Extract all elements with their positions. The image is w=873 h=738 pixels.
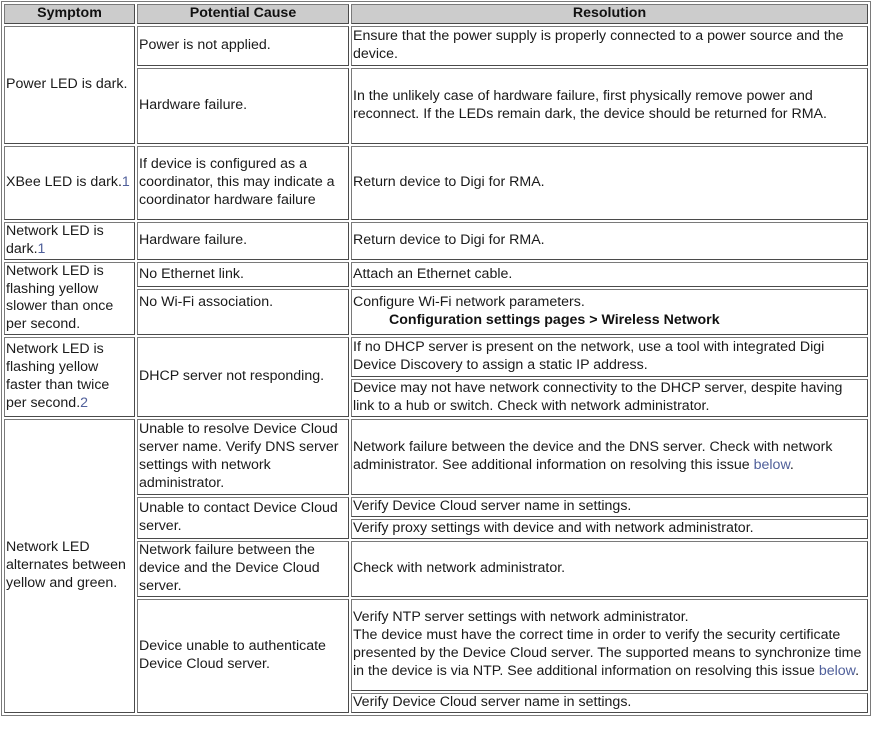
cause-cell: If device is configured as a coordinator, this may indicate a coordinator hardware failure	[137, 146, 349, 220]
header-cause: Potential Cause	[137, 4, 349, 24]
cause-cell: Hardware failure.	[137, 222, 349, 260]
resolution-text: Configure Wi-Fi network parameters.	[353, 294, 585, 311]
footnote-link[interactable]: 2	[80, 394, 89, 411]
period: .	[789, 456, 794, 473]
table-row	[4, 337, 868, 377]
footnote-link[interactable]: 1	[121, 173, 130, 190]
symptom-cell	[4, 337, 135, 417]
resolution-cell: Return device to Digi for RMA.	[351, 222, 868, 260]
resolution-cell	[351, 419, 868, 495]
resolution-cell	[351, 289, 868, 335]
symptom-text: Network LED is flashing yellow faster than twice per second.	[6, 341, 110, 411]
table-row	[4, 419, 868, 495]
resolution-cell: Verify Device Cloud server name in settings.	[351, 497, 868, 517]
table-row	[4, 262, 868, 287]
resolution-cell: If no DHCP server is present on the network, use a tool with integrated Digi Device Discovery to assign a static IP address.	[351, 337, 868, 377]
resolution-cell: In the unlikely case of hardware failure, first physically remove power and reconnect. If the LEDs remain dark, the device should be returned for RMA.	[351, 68, 868, 144]
symptom-cell	[4, 146, 135, 220]
cause-cell: Hardware failure.	[137, 68, 349, 144]
period: .	[855, 662, 860, 679]
symptom-cell: Network LED alternates between yellow and green.	[4, 419, 135, 713]
menu-path: Configuration settings pages > Wireless Network	[389, 312, 720, 329]
header-row	[4, 4, 868, 24]
resolution-cell: Attach an Ethernet cable.	[351, 262, 868, 287]
cause-cell: No Wi-Fi association.	[137, 289, 349, 335]
table-row	[4, 26, 868, 66]
resolution-cell: Verify proxy settings with device and with network administrator.	[351, 519, 868, 539]
cause-cell: No Ethernet link.	[137, 262, 349, 287]
cause-cell: Device unable to authenticate Device Cloud server.	[137, 599, 349, 713]
symptom-text: Network LED is dark.	[6, 223, 104, 257]
cause-cell: Network failure between the device and the Device Cloud server.	[137, 541, 349, 597]
resolution-cell	[351, 599, 868, 691]
resolution-text: Verify NTP server settings with network administrator.	[353, 609, 689, 626]
below-link[interactable]: below	[818, 662, 856, 679]
footnote-link[interactable]: 1	[37, 240, 46, 257]
below-link[interactable]: below	[753, 456, 790, 473]
symptom-text: XBee LED is dark.	[6, 173, 122, 190]
cause-cell: Unable to resolve Device Cloud server name. Verify DNS server settings with network administrator.	[137, 419, 349, 495]
resolution-cell: Check with network administrator.	[351, 541, 868, 597]
resolution-text: Network failure between the device and the DNS server. Check with network administrator. See additional information on resolving this issue	[353, 439, 833, 473]
resolution-cell: Return device to Digi for RMA.	[351, 146, 868, 220]
resolution-cell: Device may not have network connectivity to the DHCP server, despite having link to a hub or switch. Check with network administrator.	[351, 379, 868, 417]
symptom-cell: Network LED is flashing yellow slower than once per second.	[4, 262, 135, 335]
header-symptom: Symptom	[4, 4, 135, 24]
resolution-text: The device must have the correct time in order to verify the security certificate presented by the Device Cloud server. The supported means to synchronize time in the device is via NTP. See additional information on resolving this issue	[353, 627, 862, 679]
table-row	[4, 146, 868, 220]
header-resolution: Resolution	[351, 4, 868, 24]
resolution-cell: Verify Device Cloud server name in settings.	[351, 693, 868, 713]
table-row	[4, 222, 868, 260]
cause-cell: Unable to contact Device Cloud server.	[137, 497, 349, 539]
cause-cell: DHCP server not responding.	[137, 337, 349, 417]
cause-cell: Power is not applied.	[137, 26, 349, 66]
troubleshooting-table	[1, 1, 871, 716]
symptom-cell: Power LED is dark.	[4, 26, 135, 144]
resolution-cell: Ensure that the power supply is properly connected to a power source and the device.	[351, 26, 868, 66]
symptom-cell	[4, 222, 135, 260]
